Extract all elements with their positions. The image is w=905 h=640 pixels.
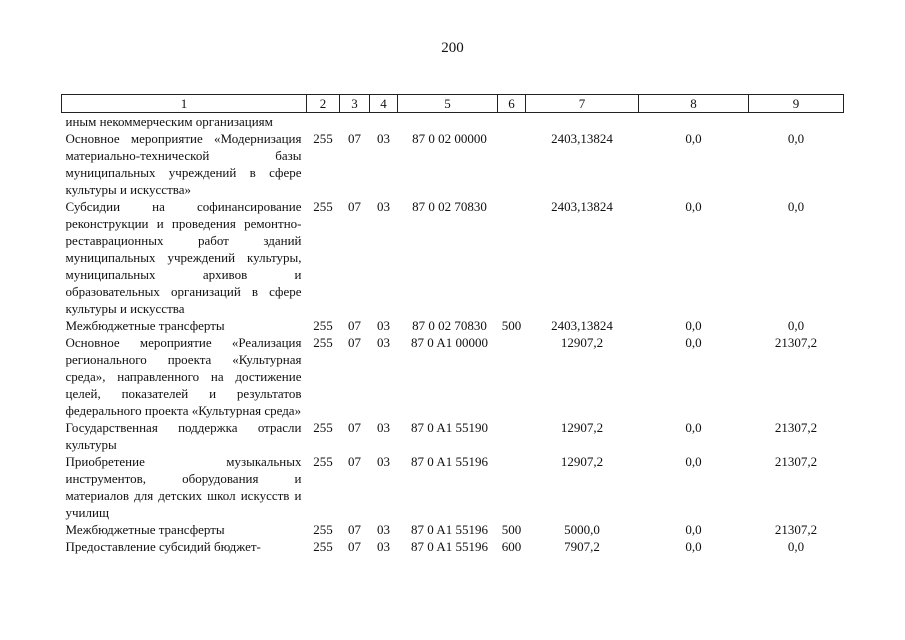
row-code-3: 07 bbox=[348, 454, 361, 469]
row-value-9: 0,0 bbox=[787, 539, 805, 554]
row-code-6 bbox=[498, 130, 526, 198]
row-code-6 bbox=[498, 334, 526, 419]
row-value-8: 0,0 bbox=[685, 454, 702, 469]
table-header-row bbox=[62, 95, 844, 113]
row-code-3: 07 bbox=[348, 318, 361, 333]
row-value-7: 12907,2 bbox=[560, 420, 604, 435]
row-value-9: 21307,2 bbox=[774, 522, 818, 537]
row-value-9: 21307,2 bbox=[774, 420, 818, 435]
table-row bbox=[62, 521, 844, 538]
row-code-4: 03 bbox=[377, 131, 390, 146]
row-value-7: 7907,2 bbox=[564, 539, 600, 554]
column-header-2: 2 bbox=[307, 95, 340, 113]
column-header-7: 7 bbox=[526, 95, 639, 113]
row-code-2: 255 bbox=[313, 318, 333, 333]
row-name: Основное мероприятие «Модернизация материально-технической базы муниципальных учреждений в сфере культуры и искусства» bbox=[65, 131, 302, 197]
page-number: 200 bbox=[441, 40, 464, 56]
column-header-3: 3 bbox=[340, 95, 370, 113]
column-header-8: 8 bbox=[639, 95, 749, 113]
row-code-5: 87 0 02 70830 bbox=[412, 199, 487, 214]
row-code-6: 600 bbox=[501, 539, 522, 554]
row-name: иным некоммерческим организациям bbox=[65, 114, 273, 129]
row-value-7: 2403,13824 bbox=[551, 318, 613, 333]
row-code-5: 87 0 A1 55196 bbox=[411, 522, 488, 537]
row-code-6: 500 bbox=[501, 522, 522, 537]
row-name: Субсидии на софинансирование реконструкции и проведения ремонтно-реставрационных работ зданий муниципальных учреждений культуры, муниципальных архивов и образовательных организаций в сфере культуры и искусства bbox=[65, 199, 302, 316]
row-value-7 bbox=[526, 113, 639, 131]
row-value-8: 0,0 bbox=[685, 420, 702, 435]
row-code-4: 03 bbox=[377, 199, 390, 214]
row-code-4: 03 bbox=[377, 522, 390, 537]
row-code-2: 255 bbox=[313, 454, 333, 469]
row-value-7: 12907,2 bbox=[560, 335, 604, 350]
row-code-3: 07 bbox=[348, 335, 361, 350]
row-code-5: 87 0 A1 55196 bbox=[411, 454, 488, 469]
table-row bbox=[62, 130, 844, 198]
table-row bbox=[62, 538, 844, 555]
row-code-4: 03 bbox=[377, 318, 390, 333]
row-code-5: 87 0 A1 55196 bbox=[411, 539, 488, 554]
row-code-2: 255 bbox=[313, 420, 333, 435]
row-code-5: 87 0 02 70830 bbox=[412, 318, 487, 333]
table-row bbox=[62, 198, 844, 317]
row-value-9: 0,0 bbox=[787, 318, 805, 333]
row-code-4: 03 bbox=[377, 335, 390, 350]
column-header-1: 1 bbox=[62, 95, 307, 113]
row-value-8: 0,0 bbox=[685, 539, 702, 554]
table-row bbox=[62, 334, 844, 419]
row-code-6 bbox=[498, 453, 526, 521]
row-code-2: 255 bbox=[313, 522, 333, 537]
row-code-6 bbox=[498, 113, 526, 131]
row-value-9 bbox=[749, 113, 844, 131]
row-code-6 bbox=[498, 198, 526, 317]
row-value-8: 0,0 bbox=[685, 522, 702, 537]
column-header-9: 9 bbox=[749, 95, 844, 113]
row-code-3: 07 bbox=[348, 522, 361, 537]
column-header-4: 4 bbox=[370, 95, 398, 113]
row-value-8 bbox=[639, 113, 749, 131]
budget-table bbox=[61, 94, 844, 555]
row-code-5: 87 0 02 00000 bbox=[412, 131, 487, 146]
column-header-5: 5 bbox=[398, 95, 498, 113]
row-value-8: 0,0 bbox=[685, 335, 702, 350]
table-row bbox=[62, 113, 844, 131]
row-code-3: 07 bbox=[348, 131, 361, 146]
row-value-7: 2403,13824 bbox=[551, 199, 613, 214]
row-code-5 bbox=[398, 113, 498, 131]
row-code-5: 87 0 A1 55190 bbox=[411, 420, 488, 435]
row-name: Межбюджетные трансферты bbox=[65, 522, 225, 537]
row-code-3 bbox=[340, 113, 370, 131]
row-code-2: 255 bbox=[313, 539, 333, 554]
row-value-9: 21307,2 bbox=[774, 335, 818, 350]
row-value-9: 0,0 bbox=[787, 131, 805, 146]
row-code-3: 07 bbox=[348, 539, 361, 554]
row-code-5: 87 0 A1 00000 bbox=[411, 335, 488, 350]
row-value-9: 0,0 bbox=[787, 199, 805, 214]
row-value-8: 0,0 bbox=[685, 131, 702, 146]
table-row bbox=[62, 453, 844, 521]
row-value-8: 0,0 bbox=[685, 318, 702, 333]
row-code-4 bbox=[370, 113, 398, 131]
row-name: Предоставление субсидий бюджет- bbox=[65, 539, 261, 554]
table-row bbox=[62, 419, 844, 453]
row-code-3: 07 bbox=[348, 420, 361, 435]
row-name: Основное мероприятие «Реализация регионального проекта «Культурная среда», направленного на достижение целей, показателей и результатов федерального проекта «Культурная среда» bbox=[65, 335, 302, 418]
row-code-3: 07 bbox=[348, 199, 361, 214]
row-value-8: 0,0 bbox=[685, 199, 702, 214]
row-value-7: 2403,13824 bbox=[551, 131, 613, 146]
row-name: Приобретение музыкальных инструментов, оборудования и материалов для детских школ искусств и училищ bbox=[65, 454, 302, 520]
row-code-2: 255 bbox=[313, 131, 333, 146]
row-code-2: 255 bbox=[313, 199, 333, 214]
row-name: Межбюджетные трансферты bbox=[65, 318, 225, 333]
row-value-9: 21307,2 bbox=[774, 454, 818, 469]
table-row bbox=[62, 317, 844, 334]
row-code-6 bbox=[498, 419, 526, 453]
row-code-2 bbox=[307, 113, 340, 131]
row-code-4: 03 bbox=[377, 454, 390, 469]
row-value-7: 5000,0 bbox=[564, 522, 600, 537]
row-code-2: 255 bbox=[313, 335, 333, 350]
row-value-7: 12907,2 bbox=[560, 454, 604, 469]
row-code-6: 500 bbox=[501, 318, 522, 333]
column-header-6: 6 bbox=[498, 95, 526, 113]
row-code-4: 03 bbox=[377, 539, 390, 554]
row-code-4: 03 bbox=[377, 420, 390, 435]
row-name: Государственная поддержка отрасли культуры bbox=[65, 420, 302, 452]
